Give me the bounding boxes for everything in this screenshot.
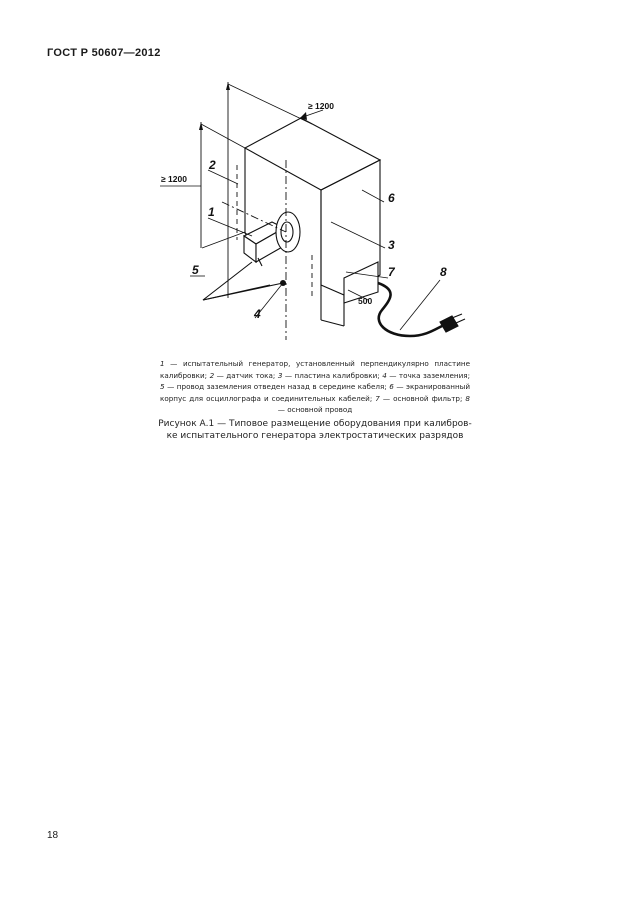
callout-2: 2 [209, 158, 216, 172]
figure-legend [160, 358, 470, 416]
legend-text-1: — испытательный генератор, установленный перпендикулярно пластине калибровки; [160, 359, 470, 380]
page-number: 18 [47, 830, 59, 841]
callout-5: 5 [192, 263, 199, 277]
callout-8: 8 [440, 265, 447, 279]
enclosure-top [245, 118, 380, 190]
ground-wire [203, 262, 283, 300]
caption-line-2: ке испытательного генератора электростатических разрядов [166, 431, 464, 441]
plug [440, 316, 458, 332]
legend-num-3: 3 [277, 370, 283, 380]
legend-num-7: 7 [375, 393, 380, 403]
caption-line-1: Рисунок А.1 — Типовое размещение оборудования при калибров- [158, 419, 472, 429]
legend-text-5: — провод заземления отведен назад в середине кабеля; [164, 382, 390, 392]
figure-caption [158, 418, 472, 442]
legend-num-4: 4 [382, 370, 387, 380]
legend-text-8: — основной провод [277, 405, 353, 415]
legend-text-7: — основной фильтр; [379, 393, 466, 403]
callout-4: 4 [254, 307, 261, 321]
callout-7: 7 [388, 265, 395, 279]
document-header: ГОСТ Р 50607—2012 [47, 47, 161, 59]
dimension-cable: 500 [358, 296, 373, 306]
legend-text-3: — пластина калибровки; [282, 370, 383, 380]
legend-num-8: 8 [465, 393, 470, 403]
legend-text-6: — экранированный корпус для осциллографа и соединительных кабелей; [160, 382, 470, 403]
legend-num-6: 6 [389, 382, 394, 392]
calibration-setup-figure [150, 72, 480, 352]
legend-num-1: 1 [160, 359, 165, 368]
dimension-left: ≥ 1200 [161, 174, 187, 184]
dimension-top: ≥ 1200 [308, 101, 334, 111]
callout-3: 3 [388, 238, 395, 252]
legend-text-4: — точка заземления; [386, 370, 471, 380]
setup-drawing [150, 72, 480, 352]
legend-num-5: 5 [160, 382, 165, 392]
main-cable [378, 283, 442, 336]
callout-1: 1 [208, 205, 215, 219]
callout-6: 6 [388, 191, 395, 205]
ground-point [280, 280, 286, 286]
legend-num-2: 2 [209, 370, 215, 380]
current-sensor-ring [276, 212, 300, 252]
legend-text-2: — датчик тока; [214, 370, 278, 380]
